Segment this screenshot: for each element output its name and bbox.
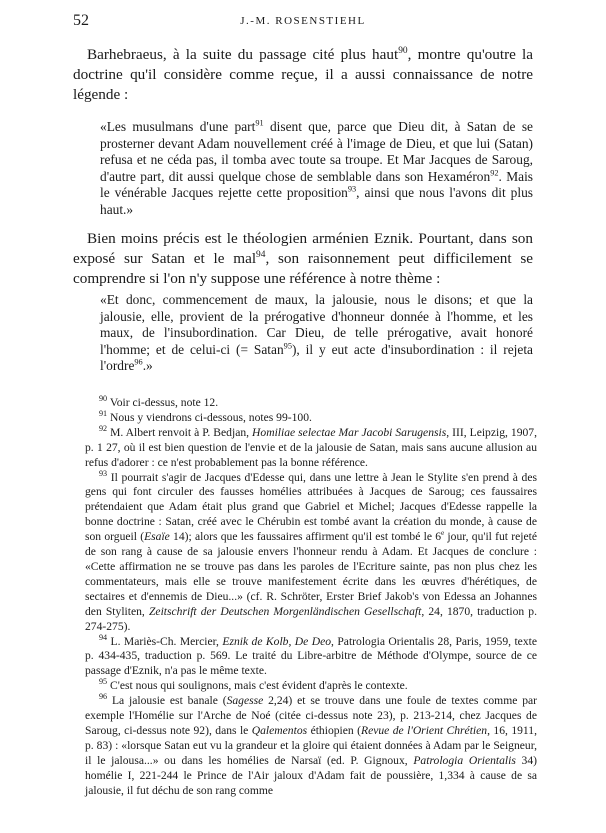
page-number: 52 xyxy=(73,12,89,29)
running-head: J.-M. ROSENSTIEHL xyxy=(240,15,366,27)
footnote-ref-92[interactable]: 92 xyxy=(490,168,499,178)
footnote-93: $^{93}$ Il pourrait s'agir de Jacques d'Edesse qui, dans une lettre à Jean le Stylite s'en prend à des gens qui font circuler des fausses homélies attribuées à Jacques de Saroug; ces faussaires prétendaient que Adam était plus grand que Gabriel et Michel; Jacques d'Edesse rappelle la bonne doctrine : Satan, créé avec le Chérubin est tombé avant la création du monde, à cause de son orgueil (Esaïe 14); alors que les faussaires affirment qu'il est tombé le 6e jour, qu'il fut rejeté de son rang à cause de sa jalousie envers l'honneur rendu à Adam. Et Jacques de conclure : «Cette affirmation ne se trouve pas dans les paroles de l'Ecriture sainte, pas non plus chez les commentateurs, mais elle se trouve manifestement écrite dans les œuvres d'hérétiques, de sectaires et d'ennemis de Dieu...» (cf. R. Schröter, Erster Brief Jakob's von Edessa an Johannes den Styliten, Zeitschrift der Deutschen Morgenländischen Gesellschaft, 24, 1870, traduction p. 274-275). xyxy=(85,468,537,633)
footnote-96: $^{96}$ La jalousie est banale (Sagesse 2,24) et se trouve dans une foule de textes comme par exemple l'Homélie sur l'Arche de Noé (citée ci-dessus note 23), p. 213-214, chez Jacques de Saroug, ci-dessus note 92), dans le Qalementos éthiopien (Revue de l'Orient Chrétien, 16, 1911, p. 83) : «lorsque Satan eut vu la grandeur et la gloire qui étaient données à Adam par le Seigneur, il le jalousa...» ou dans les homélies de Narsaï (ed. P. Gignoux, Patrologia Orientalis 34) homélie I, 221-244 le Prince de l'Air jaloux d'Adam fait de poussière, 1,334 à cause de sa jalousie, il fut déchu de son rang comme xyxy=(85,692,538,797)
paragraph-barhebraeus: Barhebraeus, à la suite du passage cité plus haut$^{90}$, montre qu'outre la doctrine qu'il considère comme reçue, il a aussi connaissance de notre légende : xyxy=(73,45,534,103)
footnote-ref-95[interactable]: 95 xyxy=(283,341,292,351)
footnote-95: $^{95}$ C'est nous qui soulignons, mais c'est évident d'après le contexte. xyxy=(99,677,408,693)
footnote-90: $^{90}$ Voir ci-dessus, note 12. xyxy=(99,394,219,409)
footnote-ref-91[interactable]: 91 xyxy=(255,118,264,128)
paragraph-eznik: Bien moins précis est le théologien arménien Eznik. Pourtant, dans son exposé sur Satan et le mal$^{94}$, son raisonnement peut difficilement se comprendre si l'on n'y suppose une référence à notre thème : xyxy=(73,230,533,287)
footnotes-section xyxy=(85,396,537,798)
page-header xyxy=(73,12,533,32)
quote-barhebraeus: «Les musulmans d'une part$^{91}$ disent que, parce que Dieu dit, à Satan de se prosterner devant Adam nouvellement créé à l'image de Dieu, et que lui (Satan) refusa et ne céda pas, il tomba avec toute sa troupe. Et Mar Jacques de Saroug, d'autre part, dit aussi quelque chose de semblable dans son Hexaméron$^{92}$. Mais le vénérable Jacques rejette cette proposition$^{93}$, ainsi que nous l'avons dit plus haut.» xyxy=(100,118,533,217)
footnote-ref-96[interactable]: 96 xyxy=(134,357,143,367)
quote-eznik: «Et donc, commencement de maux, la jalousie, nous le disons; et que la jalousie, elle, provient de la prérogative d'honneur donnée à l'homme, et les maux, de l'insubordination. Car Dieu, de telle prérogative, avait honoré l'homme; et de celui-ci (= Satan$^{95}$), il y eut acte d'insubordination : il rejeta l'ordre$^{96}$.» xyxy=(100,292,533,373)
footnote-92: $^{92}$ M. Albert renvoit à P. Bedjan, Homiliae selectae Mar Jacobi Sarugensis, III, Leipzig, 1907, p. 1 27, où il est bien question de l'envie et de la jalousie de Satan, mais sans aucune allusion au refus d'adorer : ce n'est probablement pas la bonne référence. xyxy=(85,423,537,469)
footnote-ref-93[interactable]: 93 xyxy=(347,184,357,194)
footnote-91: $^{91}$ Nous y viendrons ci-dessous, notes 99-100. xyxy=(99,409,312,424)
footnote-ref-94[interactable]: 94 xyxy=(256,249,266,260)
footnote-ref-90[interactable]: 90 xyxy=(398,45,408,56)
footnote-94: $^{94}$ L. Mariès-Ch. Mercier, Eznik de Kolb, De Deo, Patrologia Orientalis 28, Paris, 1959, texte p. 434-435, traduction p. 569. Le traité du Libre-arbitre de Méthode d'Olympe, source de ce passage d'Eznik, n'a pas le même texte. xyxy=(85,632,537,678)
